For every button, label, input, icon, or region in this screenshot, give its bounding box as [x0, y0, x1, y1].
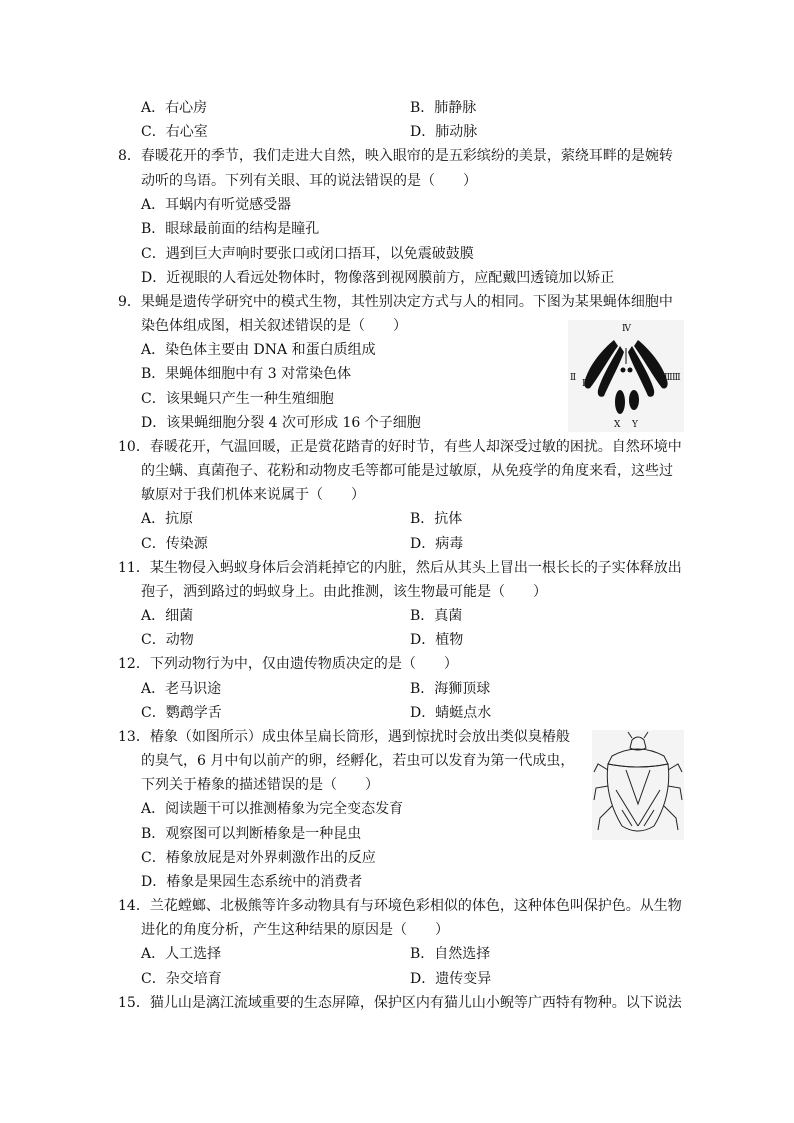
q11-option-d: D．植物	[410, 632, 464, 648]
q11-option-a: A．细菌	[141, 608, 194, 624]
q9-stem-line2: 染色体组成图，相关叙述错误的是（ ）	[141, 318, 407, 334]
q13-stem-line3: 下列关于椿象的描述错误的是（ ）	[141, 777, 379, 793]
stink-bug-drawing	[592, 730, 684, 840]
q10-stem-line3: 敏原对于我们机体来说属于（ ）	[141, 487, 365, 503]
bug-right-legs	[664, 764, 682, 830]
chromosome-x	[615, 390, 625, 414]
q10-option-d: D．病毒	[410, 536, 464, 552]
chromosome-y	[629, 390, 639, 410]
label-ii-inner: Ⅱ	[582, 379, 589, 389]
q11-option-c: C．动物	[141, 632, 194, 648]
q7-option-b: B．肺静脉	[410, 100, 477, 116]
q14-stem-line2: 进化的角度分析，产生这种结果的原因是（ ）	[141, 922, 449, 938]
q14-option-a: A．人工选择	[141, 946, 222, 962]
bug-head	[630, 737, 646, 750]
q8-stem-line2: 动听的鸟语。下列有关眼、耳的说法错误的是（ ）	[141, 173, 477, 189]
q10-option-a: A．抗原	[141, 511, 194, 527]
q9-option-a: A．染色体主要由 DNA 和蛋白质组成	[141, 342, 376, 358]
q13-option-c: C．椿象放屁是对外界刺激作出的反应	[141, 850, 376, 866]
q13-option-a: A．阅读题干可以推测椿象为完全变态发育	[141, 801, 404, 817]
chromosome-figure	[568, 320, 684, 432]
label-iii-inner: Ⅲ	[664, 373, 673, 383]
label-iv: Ⅳ	[622, 324, 631, 334]
q14-option-b: B．自然选择	[410, 946, 491, 962]
q9-option-b: B．果蝇体细胞中有 3 对常染色体	[141, 366, 352, 382]
q14-option-c: C．杂交培育	[141, 971, 222, 987]
q9-option-c: C．该果蝇只产生一种生殖细胞	[141, 391, 334, 407]
q8-stem-line1: 8．春暖花开的季节，我们走进大自然，映入眼帘的是五彩缤纷的美景，萦绕耳畔的是婉转	[118, 148, 673, 164]
q14-stem-line1: 14．兰花螳螂、北极熊等许多动物具有与环境色彩相似的体色，这种体色叫保护色。从生物	[118, 898, 682, 914]
q12-option-b: B．海狮顶球	[410, 681, 491, 697]
bug-scutellum	[626, 770, 650, 804]
q9-stem-line1: 9．果蝇是遗传学研究中的模式生物，其性别决定方式与人的相同。下图为某果蝇体细胞中	[118, 294, 673, 310]
q8-option-a: A．耳蜗内有听觉感受器	[141, 197, 292, 213]
q8-option-b: B．眼球最前面的结构是瞳孔	[141, 221, 320, 237]
label-y: Y	[632, 420, 638, 430]
q7-option-a: A．右心房	[141, 100, 208, 116]
q10-option-c: C．传染源	[141, 536, 208, 552]
q11-option-b: B．真菌	[410, 608, 463, 624]
q13-option-b: B．观察图可以判断椿象是一种昆虫	[141, 826, 362, 842]
bug-wing-veins	[616, 790, 660, 826]
q10-stem-line1: 10．春暖花开，气温回暖，正是赏花踏青的好时节，有些人却深受过敏的困扰。自然环境中	[118, 439, 682, 455]
label-ii-outer: Ⅱ	[570, 373, 577, 383]
q13-stem-line2: 的臭气，6 月中旬以前产的卵，经孵化，若虫可以发育为第一代成虫，	[141, 753, 575, 769]
q10-option-b: B．抗体	[410, 511, 463, 527]
q11-stem-line2: 孢子，洒到路过的蚂蚁身上。由此推测，该生物最可能是（ ）	[141, 584, 547, 600]
label-iii-outer: Ⅲ	[672, 373, 681, 383]
label-x: X	[614, 420, 621, 430]
q9-option-d: D．该果蝇细胞分裂 4 次可形成 16 个子细胞	[141, 415, 421, 431]
q14-option-d: D．遗传变异	[410, 971, 492, 987]
q10-stem-line2: 的尘螨、真菌孢子、花粉和动物皮毛等都可能是过敏原，从免疫学的角度来看，这些过	[141, 463, 673, 479]
chromosome-iv-b	[628, 368, 633, 373]
q13-option-d: D．椿象是果园生态系统中的消费者	[141, 874, 363, 890]
chromosome-diagram	[568, 320, 684, 432]
q12-option-a: A．老马识途	[141, 681, 222, 697]
q11-stem-line1: 11．某生物侵入蚂蚁身体后会消耗掉它的内脏，然后从其头上冒出一根长长的子实体释放出	[118, 560, 682, 576]
q13-stem-line1: 13．椿象（如图所示）成虫体呈扁长筒形，遇到惊扰时会放出类似臭椿般	[118, 729, 570, 745]
q8-option-c: C．遇到巨大声响时要张口或闭口捂耳，以免震破鼓膜	[141, 246, 474, 262]
q12-option-d: D．蜻蜓点水	[410, 705, 492, 721]
q7-option-c: C．右心室	[141, 124, 208, 140]
stink-bug-figure	[592, 730, 684, 840]
q12-option-c: C．鹦鹉学舌	[141, 705, 222, 721]
bug-pronotum	[608, 749, 668, 767]
q15-stem-line1: 15．猫儿山是漓江流域重要的生态屏障，保护区内有猫儿山小鲵等广西特有物种。以下说法	[118, 995, 682, 1011]
bug-left-legs	[594, 764, 612, 830]
bug-body	[607, 764, 668, 831]
q12-stem-line1: 12．下列动物行为中，仅由遗传物质决定的是（ ）	[118, 656, 458, 672]
chromosome-iv-a	[621, 368, 626, 373]
q8-option-d: D．近视眼的人看远处物体时，物像落到视网膜前方，应配戴凹透镜加以矫正	[141, 270, 615, 286]
q7-option-d: D．肺动脉	[410, 124, 478, 140]
